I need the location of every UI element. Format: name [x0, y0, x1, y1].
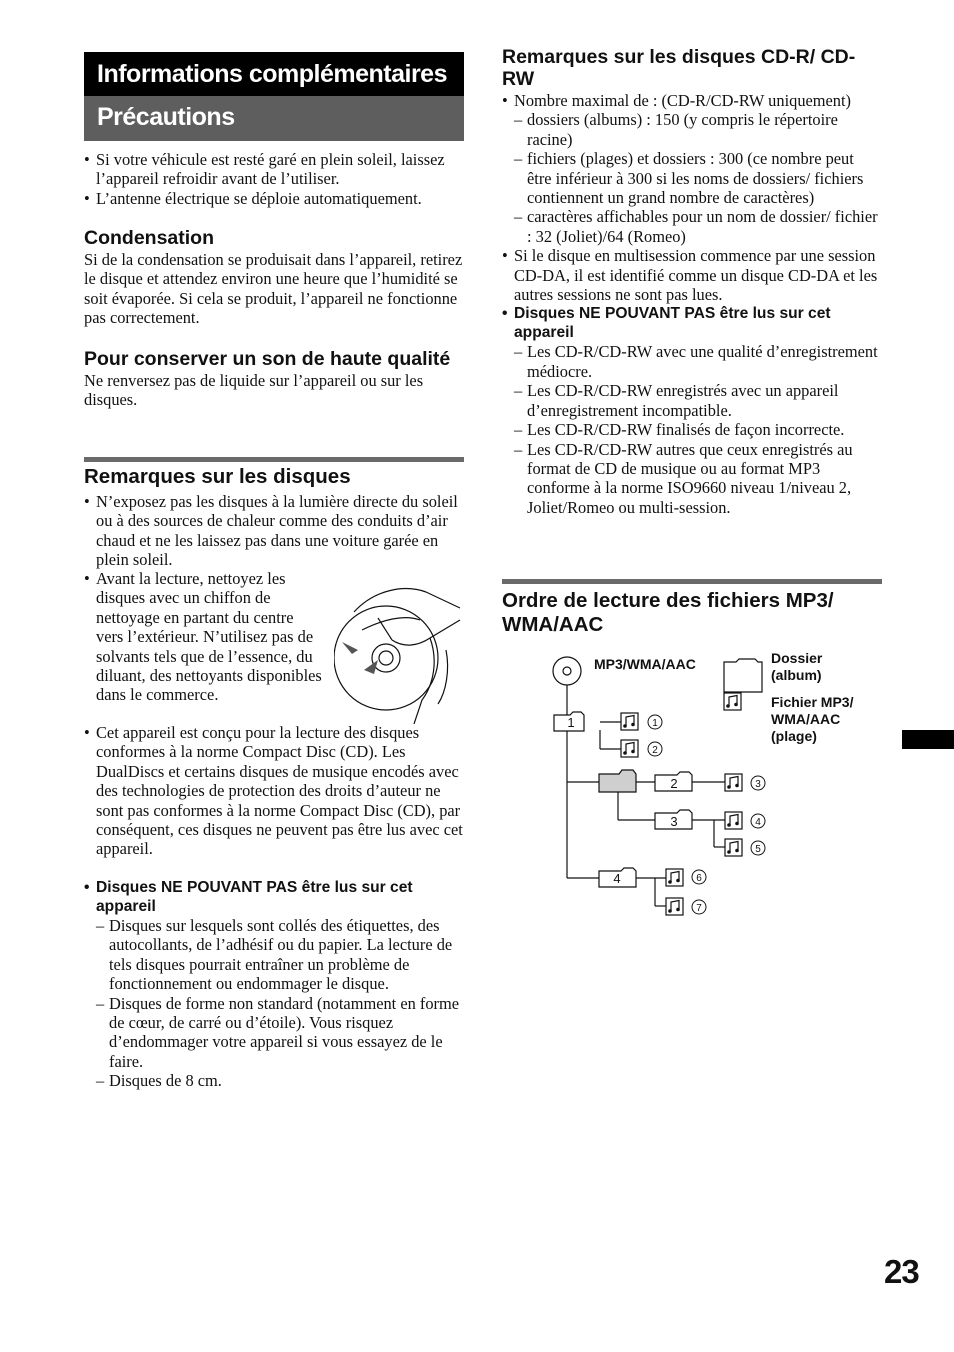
son-body: Ne renversez pas de liquide sur l’appareil ou sur les disques.: [84, 371, 424, 410]
disc-cleaning-illustration: [334, 580, 462, 724]
folder-number-3: 3: [670, 814, 678, 829]
ordre-heading: Ordre de lecture des fichiers MP3/ WMA/AAC: [502, 589, 834, 636]
bold-list-item: • Disques NE POUVANT PAS être lus sur cet appareil: [84, 878, 464, 916]
folder-number-2: 2: [670, 776, 678, 791]
cdr-section: [502, 46, 882, 517]
cdr-heading: Remarques sur les disques CD-R/ CD-RW: [502, 46, 856, 90]
subsection-title: Précautions: [84, 96, 464, 141]
son-heading: Pour conserver un son de haute qualité: [84, 348, 451, 370]
non-playable-discs: [84, 878, 464, 1091]
list-item: – fichiers (plages) et dossiers : 300 (ce nombre peut être inférieur à 300 si les noms de dossiers/ fichiers contiennent un grand nombre de caractères): [502, 149, 882, 207]
list-item: – Disques de forme non standard (notamment en forme de cœur, de carré ou d’étoile). Vous risquez d’endommager votre appareil si vous essayez de le faire.: [84, 994, 464, 1072]
folder-number-1: 1: [567, 715, 575, 730]
root-label: MP3/WMA/AAC: [594, 656, 696, 672]
list-item: – dossiers (albums) : 150 (y compris le répertoire racine): [502, 110, 882, 149]
list-item: – Les CD-R/CD-RW enregistrés avec un appareil d’enregistrement incompatible.: [502, 381, 882, 420]
track-number-2: 2: [652, 745, 658, 756]
list-item: – Les CD-R/CD-RW avec une qualité d’enregistrement médiocre.: [502, 342, 882, 381]
section-divider: [502, 579, 882, 584]
list-item: – caractères affichables pour un nom de dossier/ fichier : 32 (Joliet)/64 (Romeo): [502, 207, 882, 246]
music-note-icon: [725, 812, 742, 829]
music-note-icon: [725, 774, 742, 791]
music-note-icon: [725, 839, 742, 856]
list-item: – Les CD-R/CD-RW finalisés de façon incorrecte.: [502, 420, 882, 439]
list-item: • N’exposez pas les disques à la lumière directe du soleil ou à des sources de chaleur comme des conduits d’air chaud et ne les laissez pas dans une voiture garée en plein soleil.: [84, 492, 464, 570]
section-title: Informations complémentaires: [84, 52, 464, 96]
list-item: – Les CD-R/CD-RW autres que ceux enregistrés au format de CD de musique ou au format MP3 conforme à la norme ISO9660 niveau 1/niveau 2, Joliet/Romeo ou multi-session.: [502, 440, 882, 518]
list-item: • L’antenne électrique se déploie automatiquement.: [84, 189, 464, 208]
precautions-list: [84, 150, 464, 208]
ordre-heading-wrap: [502, 589, 882, 637]
track-number-6: 6: [696, 873, 702, 884]
list-item: • Si le disque en multisession commence par une session CD-DA, il est identifié comme un disque CD-DA et les autres sessions ne sont pas lues.: [502, 246, 882, 304]
music-note-icon: [666, 869, 683, 886]
condensation-heading: Condensation: [84, 227, 214, 249]
track-number-5: 5: [755, 844, 761, 855]
page-number: 23: [884, 1253, 919, 1290]
list-item: • Avant la lecture, nettoyez les disques avec un chiffon de nettoyage en partant du centre vers l’extérieur. N’utilisez pas de solvants tels que de l’essence, du diluant, des nettoyants disponibles dans le commerce.: [84, 569, 324, 705]
section-tab-marker: [902, 730, 954, 749]
list-item: • Nombre maximal de : (CD-R/CD-RW uniquement): [502, 91, 882, 110]
legend-file-label: Fichier MP3/ WMA/AAC (plage): [771, 694, 854, 744]
track-number-4: 4: [755, 817, 761, 828]
condensation-body: Si de la condensation se produisait dans l’appareil, retirez le disque et attendez environ une heure que l’humidité se soit évaporée. Si cela se produit, l’appareil ne fonctionne pas correctement.: [84, 250, 463, 328]
list-item: • Cet appareil est conçu pour la lecture des disques conformes à la norme Compact Disc (CD). Les DualDiscs et certains disques de musique encodés avec des technologies de protection des droits d’auteur ne sont pas conformes à la norme Compact Disc (CD), par conséquent, ces disques ne peuvent pas être lus avec cet appareil.: [84, 723, 464, 859]
disc-icon: [553, 657, 581, 685]
remarques-disques-heading-wrap: [84, 465, 464, 489]
list-item: – Disques sur lesquels sont collés des étiquettes, des autocollants, de l’adhésif ou du papier. La lecture de tels disques pourrait entraîner un problème de fonctionnement ou endommager le disque.: [84, 916, 464, 994]
section-divider: [84, 457, 464, 462]
remarques-disques-list: [84, 492, 464, 570]
son-section: [84, 348, 464, 410]
music-note-icon: [621, 713, 638, 730]
list-item: • Si votre véhicule est resté garé en plein soleil, laissez l’appareil refroidir avant de l’utiliser.: [84, 150, 464, 189]
folder-number-4: 4: [613, 871, 621, 886]
legend-folder-label: Dossier (album): [771, 650, 823, 683]
music-note-icon: [666, 898, 683, 915]
cleaning-item: [84, 569, 324, 705]
condensation-section: [84, 227, 464, 328]
track-number-1: 1: [652, 718, 658, 729]
list-item: – Disques de 8 cm.: [84, 1071, 464, 1090]
music-note-icon: [724, 693, 741, 710]
bold-list-item: • Disques NE POUVANT PAS être lus sur cet appareil: [502, 304, 882, 342]
track-number-3: 3: [755, 779, 761, 790]
track-number-7: 7: [696, 903, 702, 914]
remarques-disques-heading: Remarques sur les disques: [84, 465, 351, 488]
music-note-icon: [621, 740, 638, 757]
compact-disc-item: [84, 723, 464, 859]
